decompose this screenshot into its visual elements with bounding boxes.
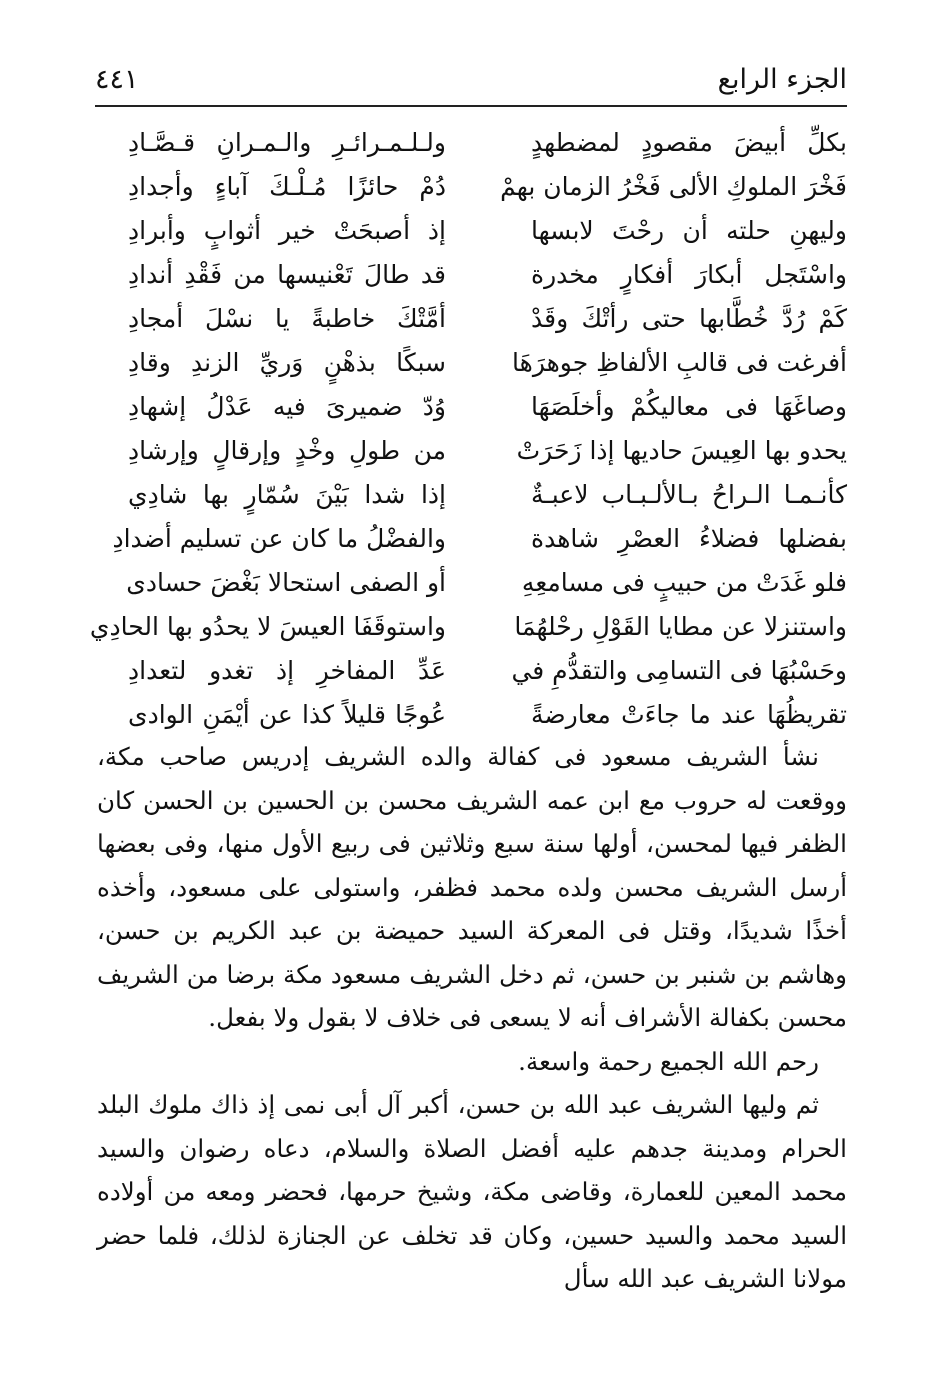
first-hemistich: فَخْرَ الملوكِ الألى فَخْرُ الزمان بهمْ xyxy=(500,172,847,201)
second-hemistich: أمَّتْكَ خاطبةً يا نسْلَ أمجادِ xyxy=(128,304,446,333)
first-hemistich: كأنـمـا الـراحُ بـالألـبـاب لاعبـةٌ xyxy=(531,480,847,509)
second-hemistich: وُدّ ضميرىَ فيه عَدْلُ إشهادِ xyxy=(128,392,446,421)
poem-verse xyxy=(128,384,847,430)
first-hemistich: يحدو بها العِيسَ حاديها إذا زَحَرَتْ xyxy=(516,436,847,465)
second-hemistich: قد طالَ تَعْنيسها من فَقْدِ أندادِ xyxy=(128,260,446,289)
second-hemistich: إذا شدا بَيْنَ سُمّارٍ بها شادِي xyxy=(128,480,446,509)
first-hemistich: بكلِّ أبيضَ مقصودٍ لمضطهدٍ xyxy=(531,128,847,157)
second-hemistich: ولـلـمـرائـرِ والـمـرانِ قـصَّـادِ xyxy=(128,128,446,157)
first-hemistich: وليهنِ حلته أن رحْتَ لابسها xyxy=(531,216,847,245)
second-hemistich: عُوجًا قليلاً كذا عن أيْمَنِ الوادى xyxy=(128,700,446,729)
first-hemistich: بفضلها فضلاءُ العصْرِ شاهدة xyxy=(531,524,847,553)
paragraph: ثم وليها الشريف عبد الله بن حسن، أكبر آل أبى نمى إذ ذاك ملوك البلد الحرام ومدينة جدهم عليه أفضل الصلاة والسلام، دعاه رضوان والسيد محمد المعين للعمارة، وقاضى مكة، وشيخ حرمها، فحضر ومعه من أولاده السيد محمد والسيد حسين، وكان قد تخلف عن الجنازة لذلك، فلما حضر مولانا الشريف عبد الله سأل xyxy=(97,1090,847,1293)
second-hemistich: من طولِ وخْدٍ وإرقالٍ وإرشادِ xyxy=(128,436,446,465)
second-hemistich: واستوقَفَا العيسَ لا يحدُو بها الحادِي xyxy=(89,612,446,641)
poem-verse xyxy=(128,296,847,342)
paragraph: رحم الله الجميع رحمة واسعة. xyxy=(518,1046,819,1076)
second-hemistich: أو الصفى استحالا بَغْضَ حسادى xyxy=(126,568,446,597)
second-hemistich: سبكًا بذهْنٍ وَريِّ الزندِ وقادِ xyxy=(128,348,446,377)
poem-verse xyxy=(128,252,847,298)
paragraph: نشأ الشريف مسعود فى كفالة والده الشريف إدريس صاحب مكة، ووقعت له حروب مع ابن عمه الشريف محسن بن الحسين بن الحسن كان الظفر فيها لمحسن، أولها سنة سبع وثلاثين فى ربيع الأول منها، وفى بعضها أرسل الشريف محسن ولده محمد فظفر، واستولى على مسعود، وأخذه أخذًا شديدًا، وقتل فى المعركة السيد حميضة بن عبد الكريم بن حسن، وهاشم بن شنبر بن حسن، ثم دخل الشريف مسعود مكة برضا من الشريف محسن بكفالة الأشراف أنه لا يسعى فى خلاف لا بقول ولا بفعل. xyxy=(97,742,847,1032)
first-hemistich: فلو غَدَتْ من حبيبٍ فى مسامعِهِ xyxy=(521,568,847,597)
first-hemistich: أفرغت فى قالبِ الألفاظِ جوهرَهَا xyxy=(512,348,847,377)
second-hemistich: عَدِّ المفاخرِ إذ تغدو لتعدادِ xyxy=(128,656,446,685)
first-hemistich: كَمْ رُدَّ خُطَّابها حتى رأتْكَ وقَدْ xyxy=(531,304,847,333)
page-header xyxy=(95,50,847,100)
second-hemistich: إذ أصبحَتْ خير أثوابٍ وأبرادِ xyxy=(128,216,446,245)
header-divider xyxy=(95,105,847,107)
first-hemistich: تقريظُهَا عند ما جاءَتْ معارضةً xyxy=(531,700,847,729)
second-hemistich: دُمْ حائزًا مُـلْـكَ آباءٍ وأجدادِ xyxy=(128,172,446,201)
poem-verse xyxy=(128,164,847,210)
body-text xyxy=(97,735,847,1301)
poem-verse xyxy=(128,120,847,166)
second-hemistich: والفضْلُ ما كان عن تسليم أضدادِ xyxy=(112,524,446,553)
poem-verse xyxy=(112,516,847,562)
page-number: ٤٤١ xyxy=(95,64,139,95)
poem xyxy=(89,120,847,729)
running-title: الجزء الرابع xyxy=(717,64,847,95)
poem-verse xyxy=(128,648,847,694)
poem-verse xyxy=(128,340,847,386)
first-hemistich: واستنزلا عن مطايا القَوْلِ رحْلهُمَا xyxy=(514,612,847,641)
first-hemistich: وحَسْبُهَا فى التسامِى والتقدُّمِ في xyxy=(511,656,847,685)
poem-verse xyxy=(89,604,847,650)
poem-verse xyxy=(128,692,847,738)
poem-verse xyxy=(128,208,847,254)
first-hemistich: وصاغَهَا فى معاليكُمْ وأخلَصَهَا xyxy=(531,392,847,421)
poem-verse xyxy=(128,560,847,606)
poem-verse xyxy=(128,472,847,518)
poem-verse xyxy=(128,428,847,474)
first-hemistich: واسْتَجل أبكارَ أفكارٍ مخدرة xyxy=(531,260,847,289)
